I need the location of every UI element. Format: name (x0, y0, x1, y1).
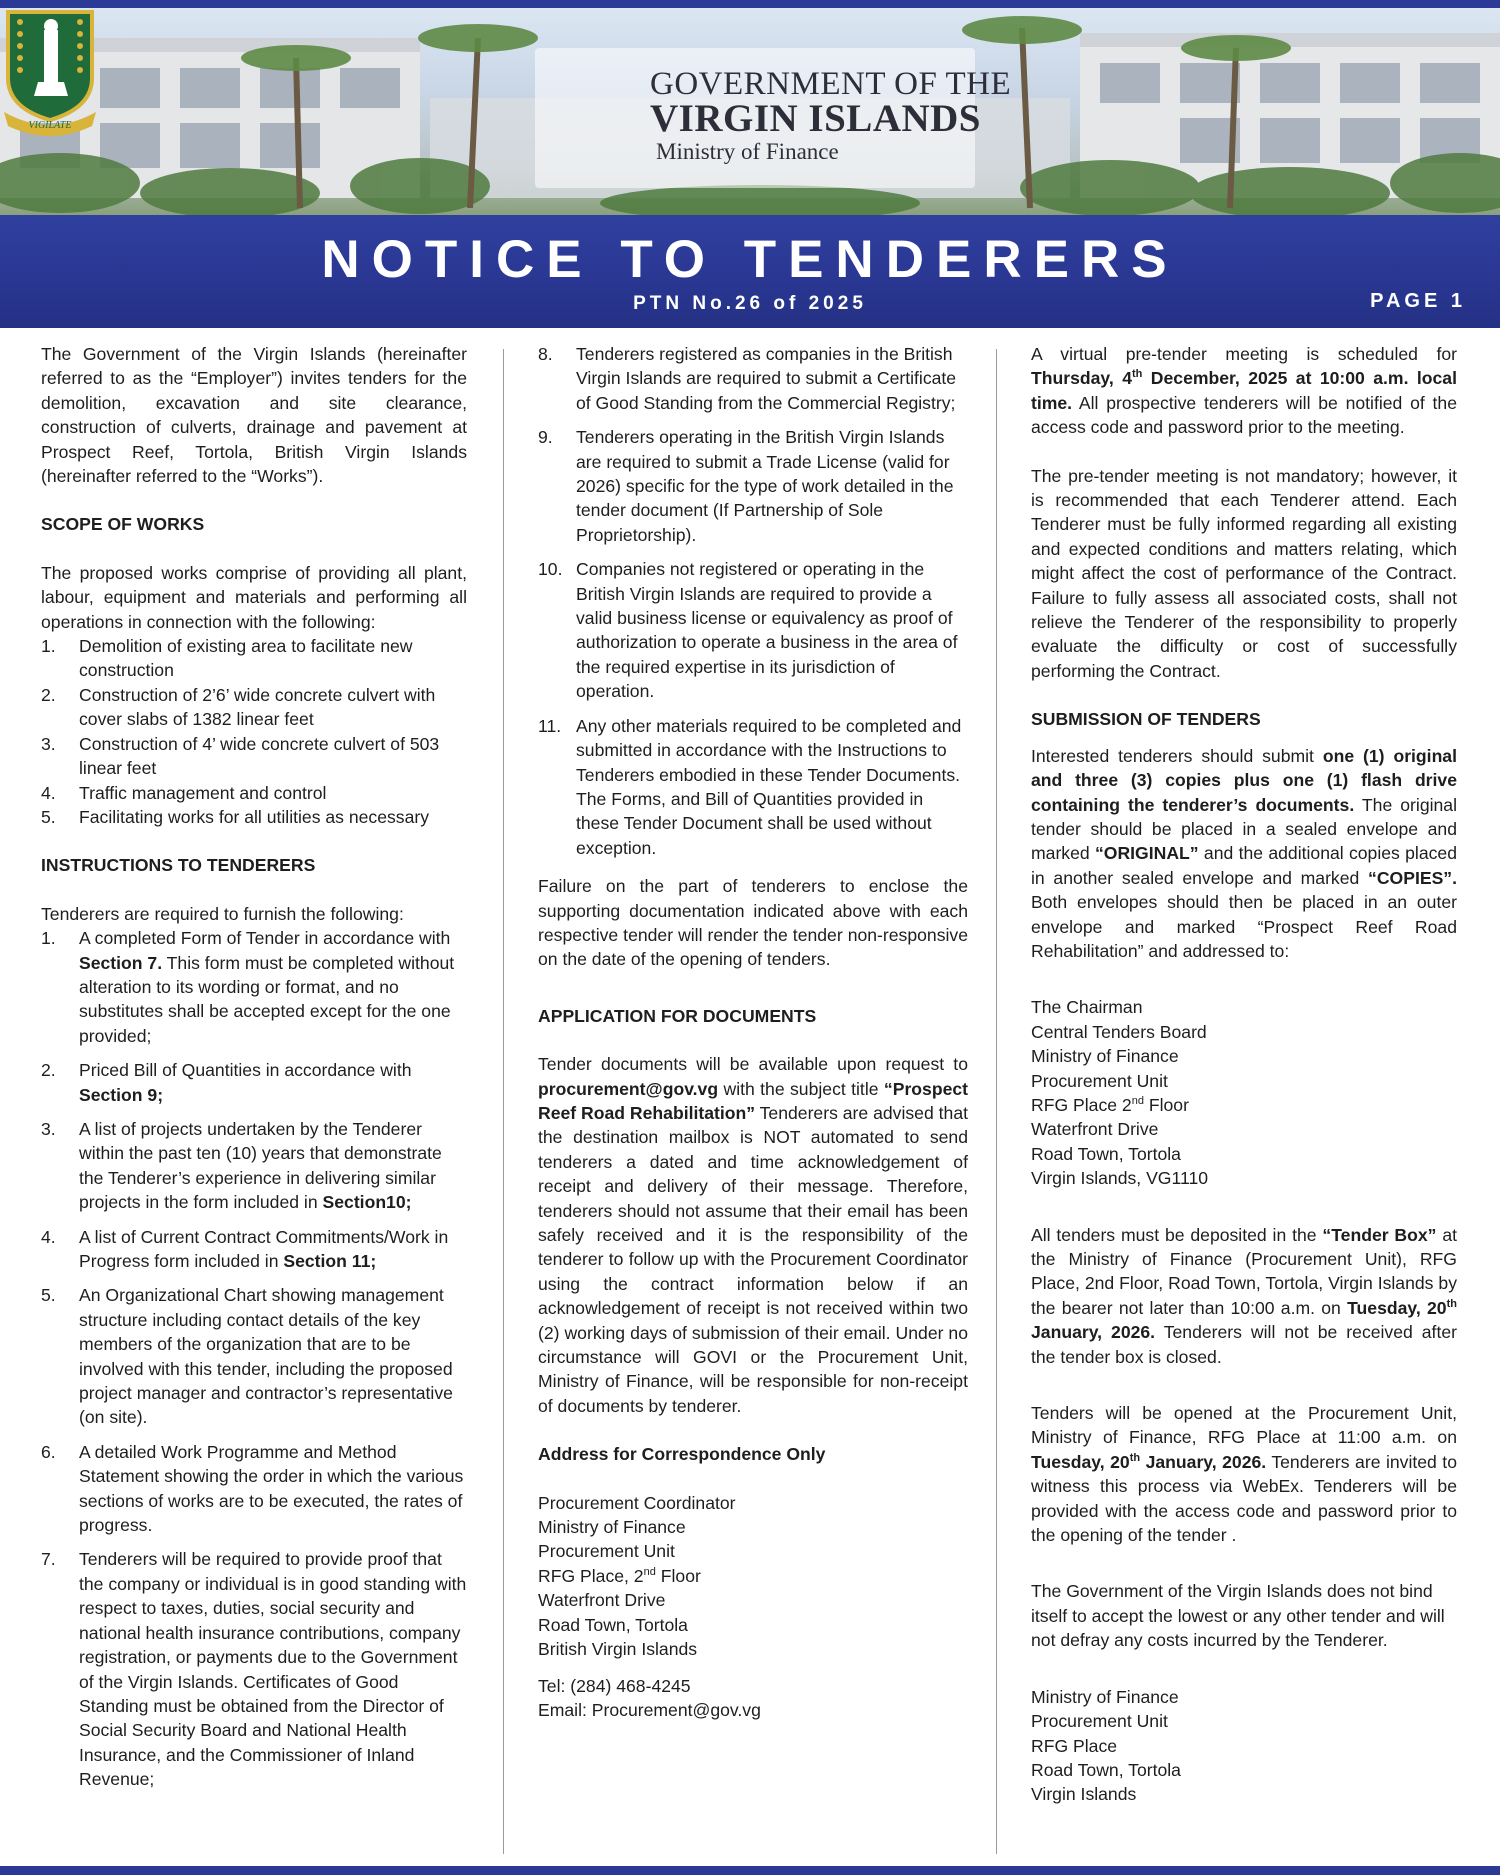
correspondence-address: Procurement Coordinator Ministry of Finance Procurement Unit RFG Place, 2nd Floor Waterfront Drive Road Town, Tortola British Virgin Islands (538, 1492, 736, 1660)
instructions-text: Tenderers are required to furnish the following: (41, 903, 404, 924)
submission-paragraph: Interested tenderers should submit one (1) original and three (3) copies plus one (1) flash drive containing the tenderer’s documents. The original tender should be placed in a sealed envelope and marked “ORIGINAL” and the additional copies placed in another sealed envelope and marked “COPIES”. Both envelopes should then be placed in an outer envelope and marked “Prospect Reef Road Rehabilitation” and addressed to: (1031, 745, 1457, 961)
bottom-rule (0, 1866, 1500, 1875)
meeting-paragraph: A virtual pre-tender meeting is scheduled for Thursday, 4th December, 2025 at 10:00 a.m. local time. All prospective tenderers will be notified of the access code and password prior to the meeting. (1031, 344, 1457, 438)
column-divider (503, 349, 504, 1854)
instructions-list-continued (538, 342, 968, 860)
list-item: 2. Priced Bill of Quantities in accordance with Section 9; (41, 1060, 412, 1105)
scope-text: The proposed works comprise of providing all plant, labour, equipment and materials and performing all operations in connection with the following: (41, 562, 467, 632)
page-title: NOTICE TO TENDERERS (321, 230, 1179, 289)
telephone: Tel: (284) 468-4245 (538, 1675, 691, 1696)
list-item: 8. Tenderers registered as companies in the British Virgin Islands are required to submit a Certificate of Good Standing from the Commercial Registry; (538, 344, 957, 413)
title-banner (0, 215, 1500, 328)
intro-paragraph: The Government of the Virgin Islands (hereinafter referred to as the “Employer”) invites tenders for the demolition, excavation and site clearance, construction of culverts, drainage and pavement at Prospect Reef, Tortola, British Virgin Islands (hereinafter referred to the “Works”). (41, 344, 467, 487)
list-item: 4. Traffic management and control (41, 782, 327, 803)
meeting-details: The pre-tender meeting is not mandatory; however, it is recommended that each Tenderer attend. Each Tenderer must be fully informed regarding all existing and expected conditions and matters relating, which might affect the cost of performance of the Contract. Failure to fully assess all associated costs, shall not relieve the Tenderer of the responsibility to properly evaluate the difficulty or cost of successfully performing the Contract. (1031, 465, 1457, 681)
column-3 (1031, 342, 1457, 1807)
application-heading: APPLICATION FOR DOCUMENTS (538, 1005, 817, 1026)
list-item: 1. A completed Form of Tender in accordance with Section 7. This form must be completed without alteration to its wording or format, and no substitutes shall be accepted except for the one provided; (41, 928, 455, 1046)
ptn-number: PTN No.26 of 2025 (633, 293, 867, 314)
government-title-line2: VIRGIN ISLANDS (650, 97, 981, 140)
failure-paragraph: Failure on the part of tenderers to enclose the supporting documentation indicated above with each respective tender will render the tender non-responsive on the date of the opening of tenders. (538, 876, 968, 970)
signoff-address: Ministry of Finance Procurement Unit RFG Place Road Town, Tortola Virgin Islands (1031, 1686, 1181, 1805)
header-photo (0, 8, 1500, 215)
application-paragraph: Tender documents will be available upon request to procurement@gov.vg with the subject title “Prospect Reef Road Rehabilitation” Tenderers are advised that the destination mailbox is NOT automated to send tenderers a dated and time acknowledgement of receipt and delivery of their message. Therefore, tenderers should not assume that their email has been safely received and it is the responsibility of the tenderer to follow up with the Procurement Coordinator using the contract information below if an acknowledgement of receipt is not received within two (2) working days of submission of their email. Under no circumstance will GOVI or the Procurement Unit, Ministry of Finance, will be responsible for non-receipt of documents by tenderer. (538, 1054, 968, 1416)
submission-heading: SUBMISSION OF TENDERS (1031, 709, 1261, 730)
chairman-address: The Chairman Central Tenders Board Ministry of Finance Procurement Unit RFG Place 2nd Floor Waterfront Drive Road Town, Tortola Virgin Islands, VG1110 (1031, 997, 1209, 1189)
ministry-name: Ministry of Finance (656, 139, 839, 164)
motto-text: VIGILATE (28, 120, 72, 131)
closing-paragraph: The Government of the Virgin Islands does not bind itself to accept the lowest or any other tender and will not defray any costs incurred by the Tenderer. (1031, 1581, 1445, 1651)
list-item: 3. A list of projects undertaken by the Tenderer within the past ten (10) years that demonstrate the Tenderer’s experience in delivering similar projects in the form included in Section10; (41, 1118, 442, 1213)
top-rule (0, 0, 1500, 8)
scope-list (41, 634, 467, 829)
correspondence-contact (538, 1674, 968, 1723)
column-2 (538, 342, 968, 1722)
instructions-list (41, 926, 467, 1791)
list-item: 9. Tenderers operating in the British Virgin Islands are required to submit a Trade License (valid for 2026) specific for the type of work detailed in the tender document (If Partnership of Sole Proprietorship). (538, 427, 954, 545)
list-item: 4. A list of Current Contract Commitments/Work in Progress form included in Section 11; (41, 1226, 449, 1271)
scope-heading: SCOPE OF WORKS (41, 514, 205, 535)
correspondence-heading: Address for Correspondence Only (538, 1444, 826, 1465)
list-item: 1. Demolition of existing area to facilitate new construction (41, 636, 413, 681)
list-item: 5. An Organizational Chart showing management structure including contact details of the key members of the organization that are to be involved with this tender, including the proposed project manager and contractor’s representative (on site). (41, 1285, 453, 1428)
deposit-paragraph: All tenders must be deposited in the “Tender Box” at the Ministry of Finance (Procurement Unit), RFG Place, 2nd Floor, Road Town, Tortola, Virgin Islands by the bearer not later than 10:00 a.m. on Tuesday, 20th January, 2026. Tenderers will not be received after the tender box is closed. (1031, 1224, 1458, 1367)
government-title-line1: GOVERNMENT OF THE (650, 66, 1012, 102)
list-item: 5. Facilitating works for all utilities as necessary (41, 806, 430, 827)
list-item: 3. Construction of 4’ wide concrete culvert of 503 linear feet (41, 733, 440, 779)
list-item: 10. Companies not registered or operating in the British Virgin Islands are required to provide a valid business license or equivalency as proof of authorization to operate a business in the area of the required expertise in its jurisdiction of operation. (538, 559, 958, 702)
column-divider (996, 349, 997, 1854)
coat-of-arms-logo (0, 8, 100, 136)
opening-paragraph: Tenders will be opened at the Procurement Unit, Ministry of Finance, RFG Place at 11:00 a.m. on Tuesday, 20th January, 2026. Tenderers are invited to witness this process via WebEx. Tenderers will be provided with the access code and password prior to the opening of the tender . (1031, 1403, 1457, 1546)
list-item: 11. Any other materials required to be completed and submitted in accordance with the Instructions to Tenderers embodied in these Tender Documents. The Forms, and Bill of Quantities provided in these Tender Document shall be used without exception. (538, 715, 962, 858)
list-item: 2. Construction of 2’6’ wide concrete culvert with cover slabs of 1382 linear feet (41, 684, 436, 730)
list-item: 7. Tenderers will be required to provide proof that the company or individual is in good standing with respect to taxes, duties, social security and national health insurance contributions, company registration, or payments due to the Government of the Virgin Islands. Certificates of Good Standing must be obtained from the Director of Social Security Board and National Health Insurance, and the Commissioner of Inland Revenue; (41, 1549, 467, 1790)
list-item: 6. A detailed Work Programme and Method Statement showing the order in which the various sections of works are to be executed, the rates of progress. (41, 1441, 464, 1536)
page-number: PAGE 1 (1370, 290, 1466, 312)
column-1 (41, 342, 467, 1792)
instructions-heading: INSTRUCTIONS TO TENDERERS (41, 855, 316, 876)
email-address: Email: Procurement@gov.vg (538, 1699, 761, 1720)
